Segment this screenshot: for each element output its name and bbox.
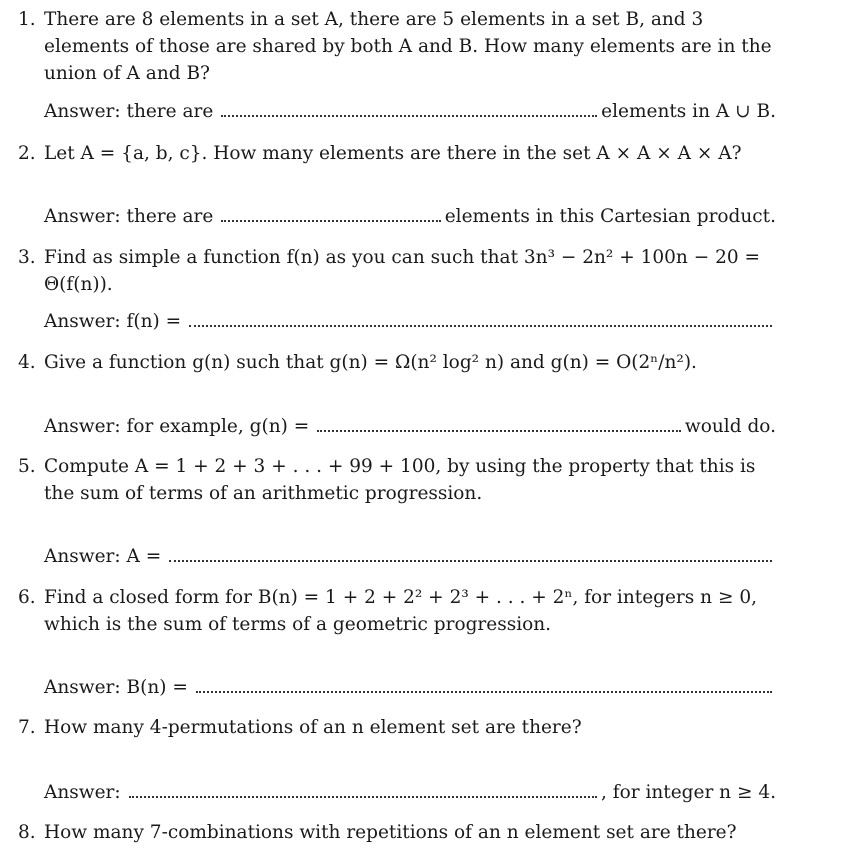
question-number: 8.	[18, 822, 36, 843]
answer-line-6[interactable]	[44, 676, 776, 700]
question-number: 6.	[18, 587, 36, 608]
answer-line-2[interactable]	[44, 205, 776, 229]
answer-suffix: elements in A ∪ B.	[601, 101, 776, 122]
answer-line-4[interactable]	[44, 415, 776, 439]
question-number: 1.	[18, 9, 36, 30]
question-number: 2.	[18, 143, 36, 164]
answer-prefix: Answer: A =	[44, 546, 162, 567]
answer-suffix: , for integer n ≥ 4.	[600, 782, 776, 803]
answer-suffix: would do.	[684, 416, 776, 437]
question-text: Give a function g(n) such that g(n) = Ω(n² log² n) and g(n) = O(2ⁿ/n²).	[44, 352, 697, 373]
answer-blank[interactable]	[221, 101, 597, 117]
answer-blank[interactable]	[221, 206, 440, 222]
question-3	[18, 244, 778, 298]
answer-line-5[interactable]	[44, 545, 776, 569]
answer-blank[interactable]	[169, 546, 772, 562]
answer-line-3[interactable]	[44, 310, 776, 334]
question-number: 5.	[18, 456, 36, 477]
question-5	[18, 453, 778, 507]
question-text: How many 4-permutations of an n element set are there?	[44, 717, 582, 738]
question-6	[18, 584, 778, 638]
answer-blank[interactable]	[189, 311, 772, 327]
answer-prefix: Answer: there are	[44, 101, 214, 122]
answer-blank[interactable]	[129, 782, 597, 798]
answer-blank[interactable]	[196, 677, 772, 693]
answer-line-7[interactable]	[44, 781, 776, 805]
answer-prefix: Answer: for example, g(n) =	[44, 416, 310, 437]
answer-prefix: Answer: B(n) =	[44, 677, 188, 698]
question-8	[18, 819, 778, 846]
answer-blank[interactable]	[317, 416, 681, 432]
question-text: Compute A = 1 + 2 + 3 + . . . + 99 + 100, by using the property that this is the sum of terms of an arithmetic progression.	[44, 456, 756, 504]
question-text: Find as simple a function f(n) as you can such that 3n³ − 2n² + 100n − 20 = Θ(f(n)).	[44, 247, 761, 295]
question-4	[18, 349, 778, 376]
answer-prefix: Answer: there are	[44, 206, 214, 227]
answer-prefix: Answer: f(n) =	[44, 311, 182, 332]
answer-prefix: Answer:	[44, 782, 121, 803]
question-number: 3.	[18, 247, 36, 268]
question-2	[18, 140, 778, 167]
question-7	[18, 714, 778, 741]
question-number: 4.	[18, 352, 36, 373]
question-1	[18, 6, 778, 87]
question-number: 7.	[18, 717, 36, 738]
question-text: Let A = {a, b, c}. How many elements are there in the set A × A × A × A?	[44, 143, 742, 164]
question-text: How many 7-combinations with repetitions of an n element set are there?	[44, 822, 737, 843]
question-text: Find a closed form for B(n) = 1 + 2 + 2² + 2³ + . . . + 2ⁿ, for integers n ≥ 0, which is the sum of terms of a geometric progression.	[44, 587, 757, 635]
answer-suffix: elements in this Cartesian product.	[444, 206, 776, 227]
question-text: There are 8 elements in a set A, there are 5 elements in a set B, and 3 elements of those are shared by both A and B. How many elements are in the union of A and B?	[44, 9, 772, 84]
answer-line-1[interactable]	[44, 100, 776, 124]
